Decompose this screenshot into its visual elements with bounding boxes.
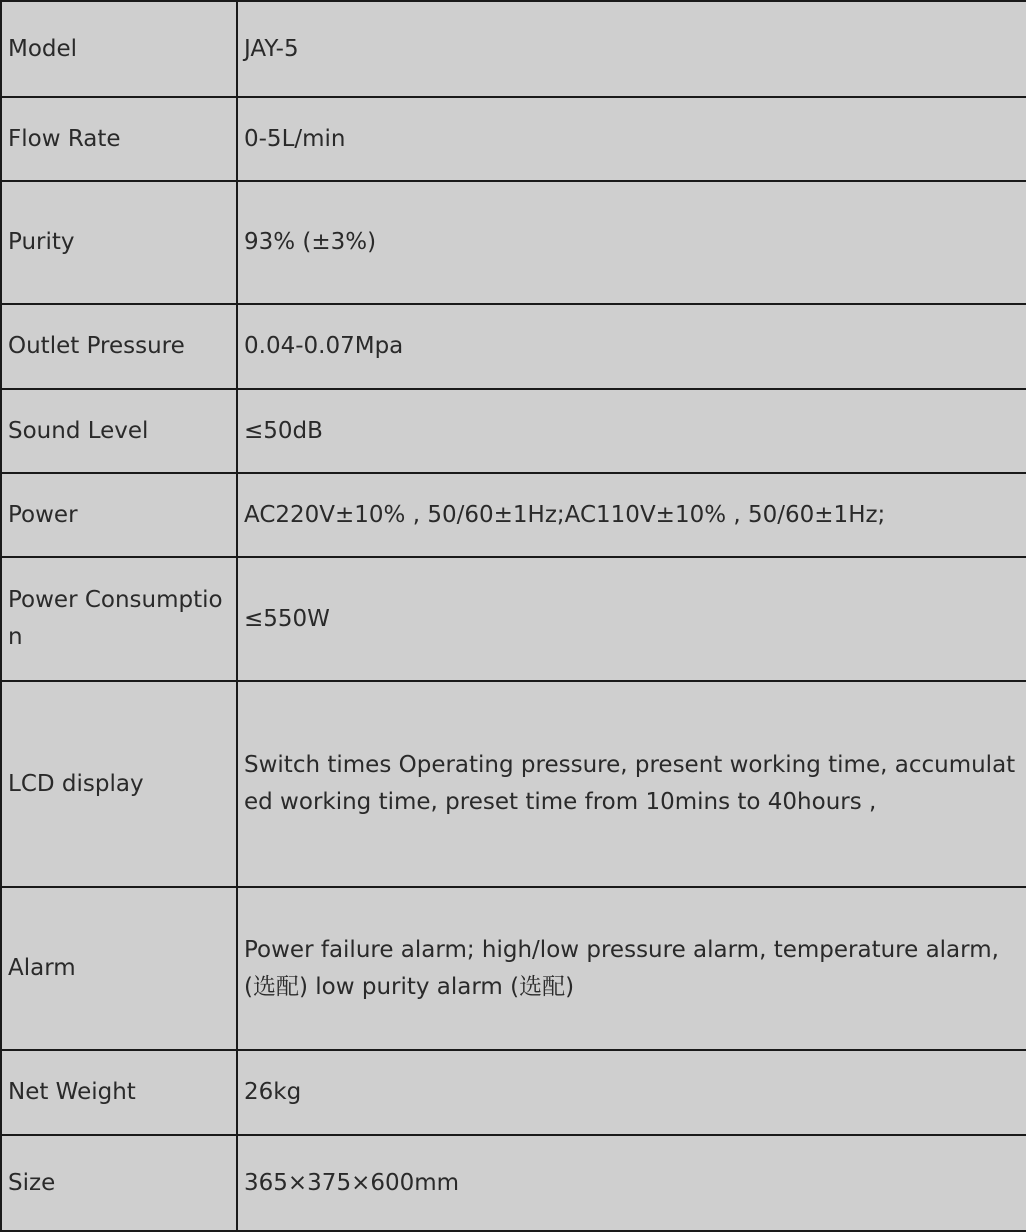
spec-label: Purity (1, 181, 237, 304)
spec-value: 365×375×600mm (237, 1135, 1026, 1231)
spec-value: 0-5L/min (237, 97, 1026, 181)
spec-value: 0.04-0.07Mpa (237, 304, 1026, 389)
spec-row-size (1, 1135, 1026, 1231)
spec-row-model (1, 1, 1026, 97)
spec-label: Power (1, 473, 237, 557)
spec-value: Power failure alarm; high/low pressure alarm, temperature alarm,(选配) low purity alarm (选配) (237, 887, 1026, 1050)
spec-label: Model (1, 1, 237, 97)
spec-row-outlet-pressure (1, 304, 1026, 389)
spec-label: Net Weight (1, 1050, 237, 1135)
spec-row-power (1, 473, 1026, 557)
spec-value: AC220V±10% , 50/60±1Hz;AC110V±10% , 50/60±1Hz; (237, 473, 1026, 557)
spec-value-model-link[interactable]: JAY-5 (237, 1, 1026, 97)
spec-value: 26kg (237, 1050, 1026, 1135)
spec-label: Size (1, 1135, 237, 1231)
spec-label: Sound Level (1, 389, 237, 473)
spec-value: 93% (±3%) (237, 181, 1026, 304)
spec-label: Power Consumption (1, 557, 237, 681)
spec-row-net-weight (1, 1050, 1026, 1135)
spec-label: Flow Rate (1, 97, 237, 181)
spec-value: ≤550W (237, 557, 1026, 681)
spec-value: Switch times Operating pressure, present working time, accumulated working time, preset time from 10mins to 40hours , (237, 681, 1026, 887)
spec-row-lcd-display (1, 681, 1026, 887)
spec-row-purity (1, 181, 1026, 304)
spec-row-power-consumption (1, 557, 1026, 681)
spec-row-sound-level (1, 389, 1026, 473)
spec-label: LCD display (1, 681, 237, 887)
spec-label: Outlet Pressure (1, 304, 237, 389)
spec-label: Alarm (1, 887, 237, 1050)
spec-row-flow-rate (1, 97, 1026, 181)
spec-value: ≤50dB (237, 389, 1026, 473)
spec-row-alarm (1, 887, 1026, 1050)
